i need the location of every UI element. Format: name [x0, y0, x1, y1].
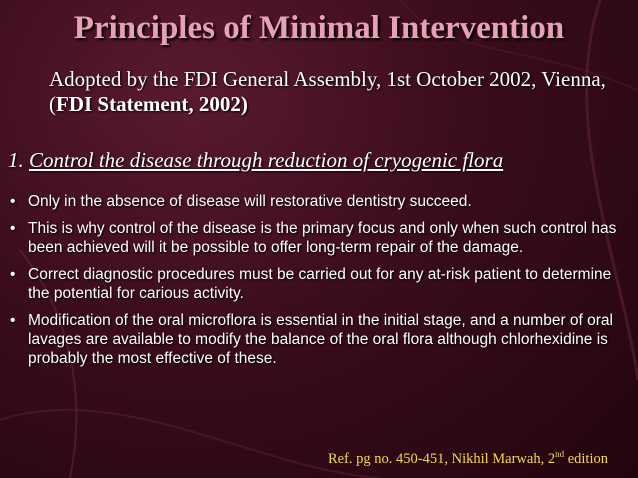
slide-title: Principles of Minimal Intervention [73, 10, 565, 46]
bullet-list [8, 192, 634, 376]
subtitle-text: Adopted by the FDI General Assembly, 1st October 2002, Vienna, ( [49, 67, 606, 116]
heading-number: 1. [8, 148, 24, 172]
section-heading [8, 148, 628, 173]
list-item [8, 192, 634, 211]
list-item [8, 265, 634, 303]
heading-text: Control the disease through reduction of cryogenic flora [29, 148, 504, 172]
bullet-icon: • [10, 312, 16, 329]
bullet-icon: • [10, 266, 16, 283]
reference-note [328, 449, 608, 468]
reference-sup: nd [555, 449, 565, 459]
bullet-text: Only in the absence of disease will restorative dentistry succeed. [28, 193, 472, 210]
bullet-text: Modification of the oral microflora is essential in the initial stage, and a number of oral lavages are available to modify the balance of the oral flora although chlorhexidine is probably the most effective of these. [28, 312, 613, 367]
list-item [8, 219, 634, 257]
bullet-text: Correct diagnostic procedures must be carried out for any at-risk patient to determine the potential for carious activity. [28, 266, 612, 302]
list-item [8, 311, 634, 368]
slide-subtitle [49, 67, 629, 117]
bullet-text: This is why control of the disease is the primary focus and only when such control has been achieved will it be possible to offer long-term repair of the damage. [28, 220, 617, 256]
reference-text: Ref. pg no. 450-451, Nikhil Marwah, 2 [327, 450, 556, 467]
subtitle-bold: FDI Statement, 2002) [56, 92, 248, 116]
bullet-icon: • [10, 220, 16, 237]
reference-suffix: edition [564, 450, 608, 467]
bullet-icon: • [10, 193, 16, 210]
